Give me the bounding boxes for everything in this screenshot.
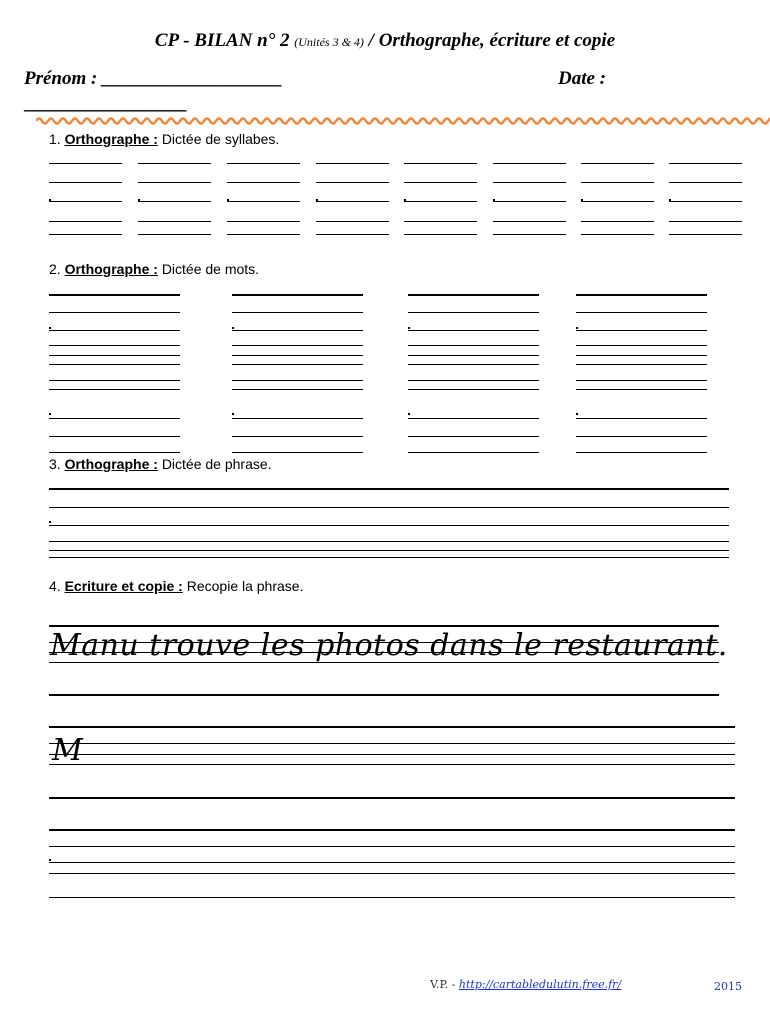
baseline-line — [408, 294, 539, 296]
name-continuation-line: ___________________ — [24, 93, 186, 114]
title-units: (Unités 3 & 4) — [294, 35, 364, 49]
writing-line — [404, 221, 477, 222]
title-main: CP - BILAN n° 2 — [154, 30, 290, 51]
start-dot — [49, 327, 51, 329]
writing-line — [581, 234, 654, 235]
writing-line — [408, 345, 539, 346]
writing-line — [408, 452, 539, 453]
writing-line — [232, 389, 363, 390]
writing-line — [669, 163, 742, 164]
writing-line — [227, 163, 300, 164]
start-dot — [232, 327, 234, 329]
writing-line — [227, 182, 300, 183]
writing-line — [232, 345, 363, 346]
start-dot — [576, 327, 578, 329]
writing-line — [49, 743, 735, 744]
footer-credit — [430, 978, 621, 991]
writing-line — [493, 182, 566, 183]
writing-line — [576, 355, 707, 356]
section-instruction: Recopie la phrase. — [186, 578, 304, 594]
writing-line — [49, 452, 180, 453]
writing-line — [49, 330, 180, 331]
writing-line — [316, 182, 389, 183]
writing-line — [408, 364, 539, 365]
writing-line — [49, 364, 180, 365]
writing-line — [49, 436, 180, 437]
writing-line — [581, 201, 654, 202]
writing-line — [581, 182, 654, 183]
footer-author: V.P. - — [430, 978, 459, 991]
writing-line — [493, 221, 566, 222]
section-instruction: Dictée de syllabes. — [161, 131, 280, 147]
writing-line — [138, 234, 211, 235]
writing-line — [138, 182, 211, 183]
writing-line — [49, 862, 735, 863]
writing-line — [49, 797, 735, 799]
writing-line — [493, 163, 566, 164]
writing-line — [49, 507, 729, 508]
writing-line — [576, 330, 707, 331]
writing-line — [669, 234, 742, 235]
writing-line — [138, 221, 211, 222]
section-4-heading — [49, 578, 303, 594]
writing-line — [576, 312, 707, 313]
section-instruction: Dictée de phrase. — [161, 456, 272, 472]
writing-line — [49, 163, 122, 164]
section-number: 1. — [49, 131, 61, 147]
writing-line — [232, 436, 363, 437]
writing-line — [316, 234, 389, 235]
start-dot — [576, 413, 578, 415]
writing-line — [49, 754, 735, 755]
start-dot — [232, 413, 234, 415]
writing-line — [227, 221, 300, 222]
writing-line — [49, 873, 735, 874]
writing-line — [49, 221, 122, 222]
writing-line — [49, 182, 122, 183]
start-dot — [49, 413, 51, 415]
writing-line — [669, 201, 742, 202]
writing-line — [576, 345, 707, 346]
page-title — [0, 30, 770, 52]
writing-line — [49, 557, 729, 558]
decorative-wave-divider — [36, 114, 770, 128]
writing-line — [232, 452, 363, 453]
writing-line — [232, 418, 363, 419]
start-dot — [408, 413, 410, 415]
writing-line — [408, 312, 539, 313]
writing-line — [408, 380, 539, 381]
baseline-line — [49, 488, 729, 490]
writing-line — [576, 364, 707, 365]
writing-line — [49, 764, 735, 765]
writing-line — [49, 541, 729, 542]
writing-line — [576, 452, 707, 453]
writing-line — [493, 234, 566, 235]
writing-line — [138, 201, 211, 202]
title-rest: / Orthographe, écriture et copie — [368, 30, 616, 51]
writing-line — [404, 182, 477, 183]
writing-line — [49, 312, 180, 313]
baseline-line — [49, 294, 180, 296]
start-dot — [408, 327, 410, 329]
section-keyword: Orthographe : — [64, 261, 158, 277]
writing-line — [49, 389, 180, 390]
writing-line — [408, 389, 539, 390]
writing-line — [138, 163, 211, 164]
writing-line — [49, 694, 719, 696]
writing-line — [581, 163, 654, 164]
writing-line — [49, 897, 735, 898]
section-keyword: Orthographe : — [64, 456, 158, 472]
writing-line — [49, 201, 122, 202]
section-number: 4. — [49, 578, 61, 594]
writing-line — [49, 418, 180, 419]
writing-line — [49, 234, 122, 235]
writing-line — [576, 380, 707, 381]
section-2-heading — [49, 261, 259, 277]
writing-line — [49, 380, 180, 381]
writing-line — [408, 436, 539, 437]
writing-line — [49, 625, 719, 627]
writing-line — [232, 312, 363, 313]
baseline-line — [232, 294, 363, 296]
prenom-field-label: Prénom : ___________________ — [24, 68, 283, 89]
writing-line — [49, 355, 180, 356]
writing-line — [669, 221, 742, 222]
writing-line — [576, 389, 707, 390]
writing-line — [576, 436, 707, 437]
writing-line — [232, 355, 363, 356]
footer-link[interactable]: http://cartabledulutin.free.fr/ — [458, 978, 622, 991]
section-instruction: Dictée de mots. — [161, 261, 260, 277]
writing-line — [581, 221, 654, 222]
writing-line — [404, 234, 477, 235]
writing-line — [232, 364, 363, 365]
section-3-heading — [49, 456, 272, 472]
footer-year: 2015 — [714, 980, 742, 993]
writing-line — [408, 418, 539, 419]
writing-line — [316, 163, 389, 164]
writing-line — [316, 221, 389, 222]
start-dot — [49, 859, 51, 861]
writing-line — [49, 829, 735, 831]
writing-line — [49, 726, 735, 728]
writing-line — [49, 345, 180, 346]
writing-line — [408, 330, 539, 331]
cursive-model-sentence: Manu trouve les photos dans le restaurant. — [50, 628, 728, 663]
writing-line — [493, 201, 566, 202]
writing-line — [316, 201, 389, 202]
writing-line — [227, 201, 300, 202]
writing-line — [49, 550, 729, 551]
section-keyword: Orthographe : — [64, 131, 158, 147]
writing-line — [49, 846, 735, 847]
writing-line — [232, 330, 363, 331]
start-dot — [49, 521, 51, 523]
writing-line — [408, 355, 539, 356]
writing-line — [669, 182, 742, 183]
baseline-line — [576, 294, 707, 296]
section-number: 3. — [49, 456, 61, 472]
writing-line — [227, 234, 300, 235]
writing-line — [404, 163, 477, 164]
section-keyword: Ecriture et copie : — [64, 578, 183, 594]
writing-line — [576, 418, 707, 419]
section-number: 2. — [49, 261, 61, 277]
date-field-label: Date : — [558, 68, 607, 89]
writing-line — [404, 201, 477, 202]
cursive-start-letter: M — [52, 733, 83, 768]
writing-line — [49, 525, 729, 526]
writing-line — [232, 380, 363, 381]
section-1-heading — [49, 131, 279, 147]
